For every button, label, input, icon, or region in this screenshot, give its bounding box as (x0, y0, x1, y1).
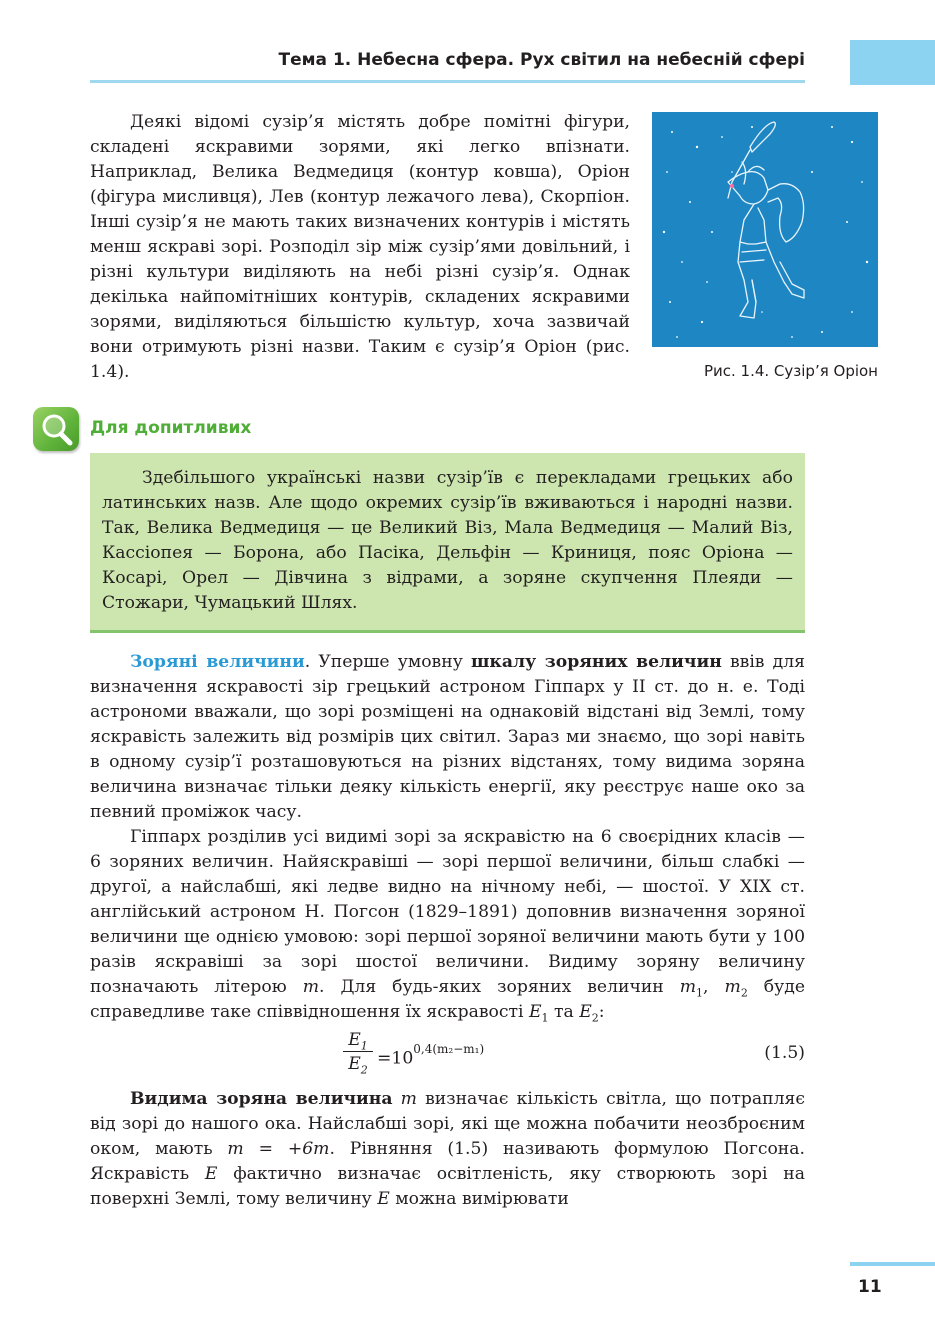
math-var: m (679, 977, 697, 997)
math-var: E (204, 1164, 218, 1184)
math-var: m (302, 977, 320, 997)
paragraph-apparent-magnitude (90, 1087, 805, 1212)
magnifier-icon (33, 407, 79, 451)
page-number: 11 (858, 1277, 882, 1297)
text-run: та (548, 1002, 580, 1022)
section-heading: Зоряні величини (130, 652, 305, 672)
text-run: , (703, 977, 725, 997)
math-var: E (377, 1189, 390, 1209)
math-var: m (724, 977, 741, 997)
formula-1-5 (90, 1025, 805, 1087)
running-header: Тема 1. Небесна сфера. Рух світил на небесній сфері (278, 50, 805, 70)
footer-rule (850, 1262, 935, 1266)
text-run: . Уперше умовну (304, 652, 471, 672)
curious-heading: Для допитливих (90, 418, 252, 438)
curious-box-rule (90, 630, 805, 633)
text-run: фактично визначає освітленість, яку створюють зорі на поверхні Землі, тому величину (90, 1164, 805, 1209)
paragraph-magnitudes (90, 650, 805, 825)
curious-text: Здебільшого українські назви сузір’їв є перекладами грецьких або латинських назв. Але щодо окремих сузір’їв вживаються і народні назви. Так, Велика Ведмедиця — це Великий Віз, Мала Ведмедиця — Малий Віз, Кассіопея — Борона, або Пасіка, Дельфін — Криниця, пояс Оріона — Косарі, Орел — Дівчина з відрами, а зоряне скупчення Плеяди — Стожари, Чумацький Шлях. (102, 468, 793, 613)
subscript: 1 (541, 1011, 549, 1025)
subscript: 1 (696, 986, 704, 1000)
formula-power: $=10^{0,4(m_2-m_1)}$ (377, 1042, 485, 1069)
orion-figure (652, 112, 878, 347)
bold-term: шкалу зоряних величин (470, 652, 722, 672)
math-expr: m = +6m (227, 1139, 330, 1159)
math-var: E (529, 1002, 542, 1022)
text-run: . Рівняння (1.5) називають формулою Погсона. Яскравість (90, 1139, 805, 1184)
header-rule (90, 80, 805, 83)
text-run: : (598, 1002, 605, 1022)
formula-exponent: 0,4(m₂−m₁) (413, 1042, 485, 1056)
text-run: Гіппарх розділив усі видимі зорі за яскравістю на 6 своєрідних класів — 6 зоряних величин. Найяскравіші — зорі першої величини, більш слабкі — другої, а найслабші, які ледве видно на нічному небі, — шостої. У XIX ст. англійський астроном Н. Погсон (1829–1891) доповнив визначення зоряної величини ще однією умовою: зорі першої зоряної величини мають бути у 100 разів яскравіші за зорі шостої величини. Видиму зоряну величину позначають літерою (90, 827, 805, 997)
orion-illustration (652, 112, 878, 347)
text-run: буде справедливе таке співвідношення їх яскравості (90, 977, 806, 1022)
text-run: можна вимірювати (389, 1189, 569, 1209)
intro-paragraph: Деякі відомі сузір’я містять добре помітні фігури, складені яскравими зорями, які легко впізнати. Наприклад, Велика Ведмедиця (контур ковша), Оріон (фігура мисливця), Лев (контур лежачого лева), Скорпіон. Інші сузір’я не мають таких визначених контурів і містять менш яскраві зорі. Розподіл зір між сузір’ями довільний, і різні культури виділяють на небі різні сузір’я. Однак декілька найпомітніших контурів, складених яскравими зорями, виділяються більшістю культур, хоча зазвичай вони отримують різні назви. Таким є сузір’я Оріон (рис. 1.4). (90, 112, 630, 382)
main-text (90, 650, 805, 1212)
subscript: 2 (740, 986, 748, 1000)
formula-numerator: $E_1$ (343, 1029, 373, 1052)
math-var: E (579, 1002, 592, 1022)
text-run: визначає кількість світла, що потрапляє від зорі до нашого ока. Найслабші зорі, які ще можна побачити неозброєним оком, мають (90, 1089, 805, 1159)
formula-fraction (343, 1029, 373, 1076)
bold-term: Видима зоряна величина (130, 1089, 393, 1109)
formula-number: (1.5) (764, 1043, 805, 1063)
paragraph-hipparchus (90, 825, 805, 1025)
header-tab (850, 40, 935, 85)
intro-section (90, 110, 630, 385)
subscript: 2 (591, 1011, 599, 1025)
text-run: . Для будь-яких зоряних величин (319, 977, 680, 997)
text-run: ввів для визначення яскравості зір грецький астроном Гіппарх у II ст. до н. е. Тоді астрономи вважали, що зорі розміщені на однаковій відстані від Землі, тому яскравість залежить від розмірів цих світил. Зараз ми знаємо, що зорі навіть в одному сузір’ї розташовуються на різних відстанях, тому видима зоряна величина визначає тільки деяку кількість енергії, яку реєструє наше око за певний проміжок часу. (90, 652, 805, 822)
figure-caption: Рис. 1.4. Сузір’я Оріон (703, 362, 878, 380)
formula-denominator: $E_2$ (348, 1054, 368, 1077)
math-var: m (392, 1089, 417, 1109)
